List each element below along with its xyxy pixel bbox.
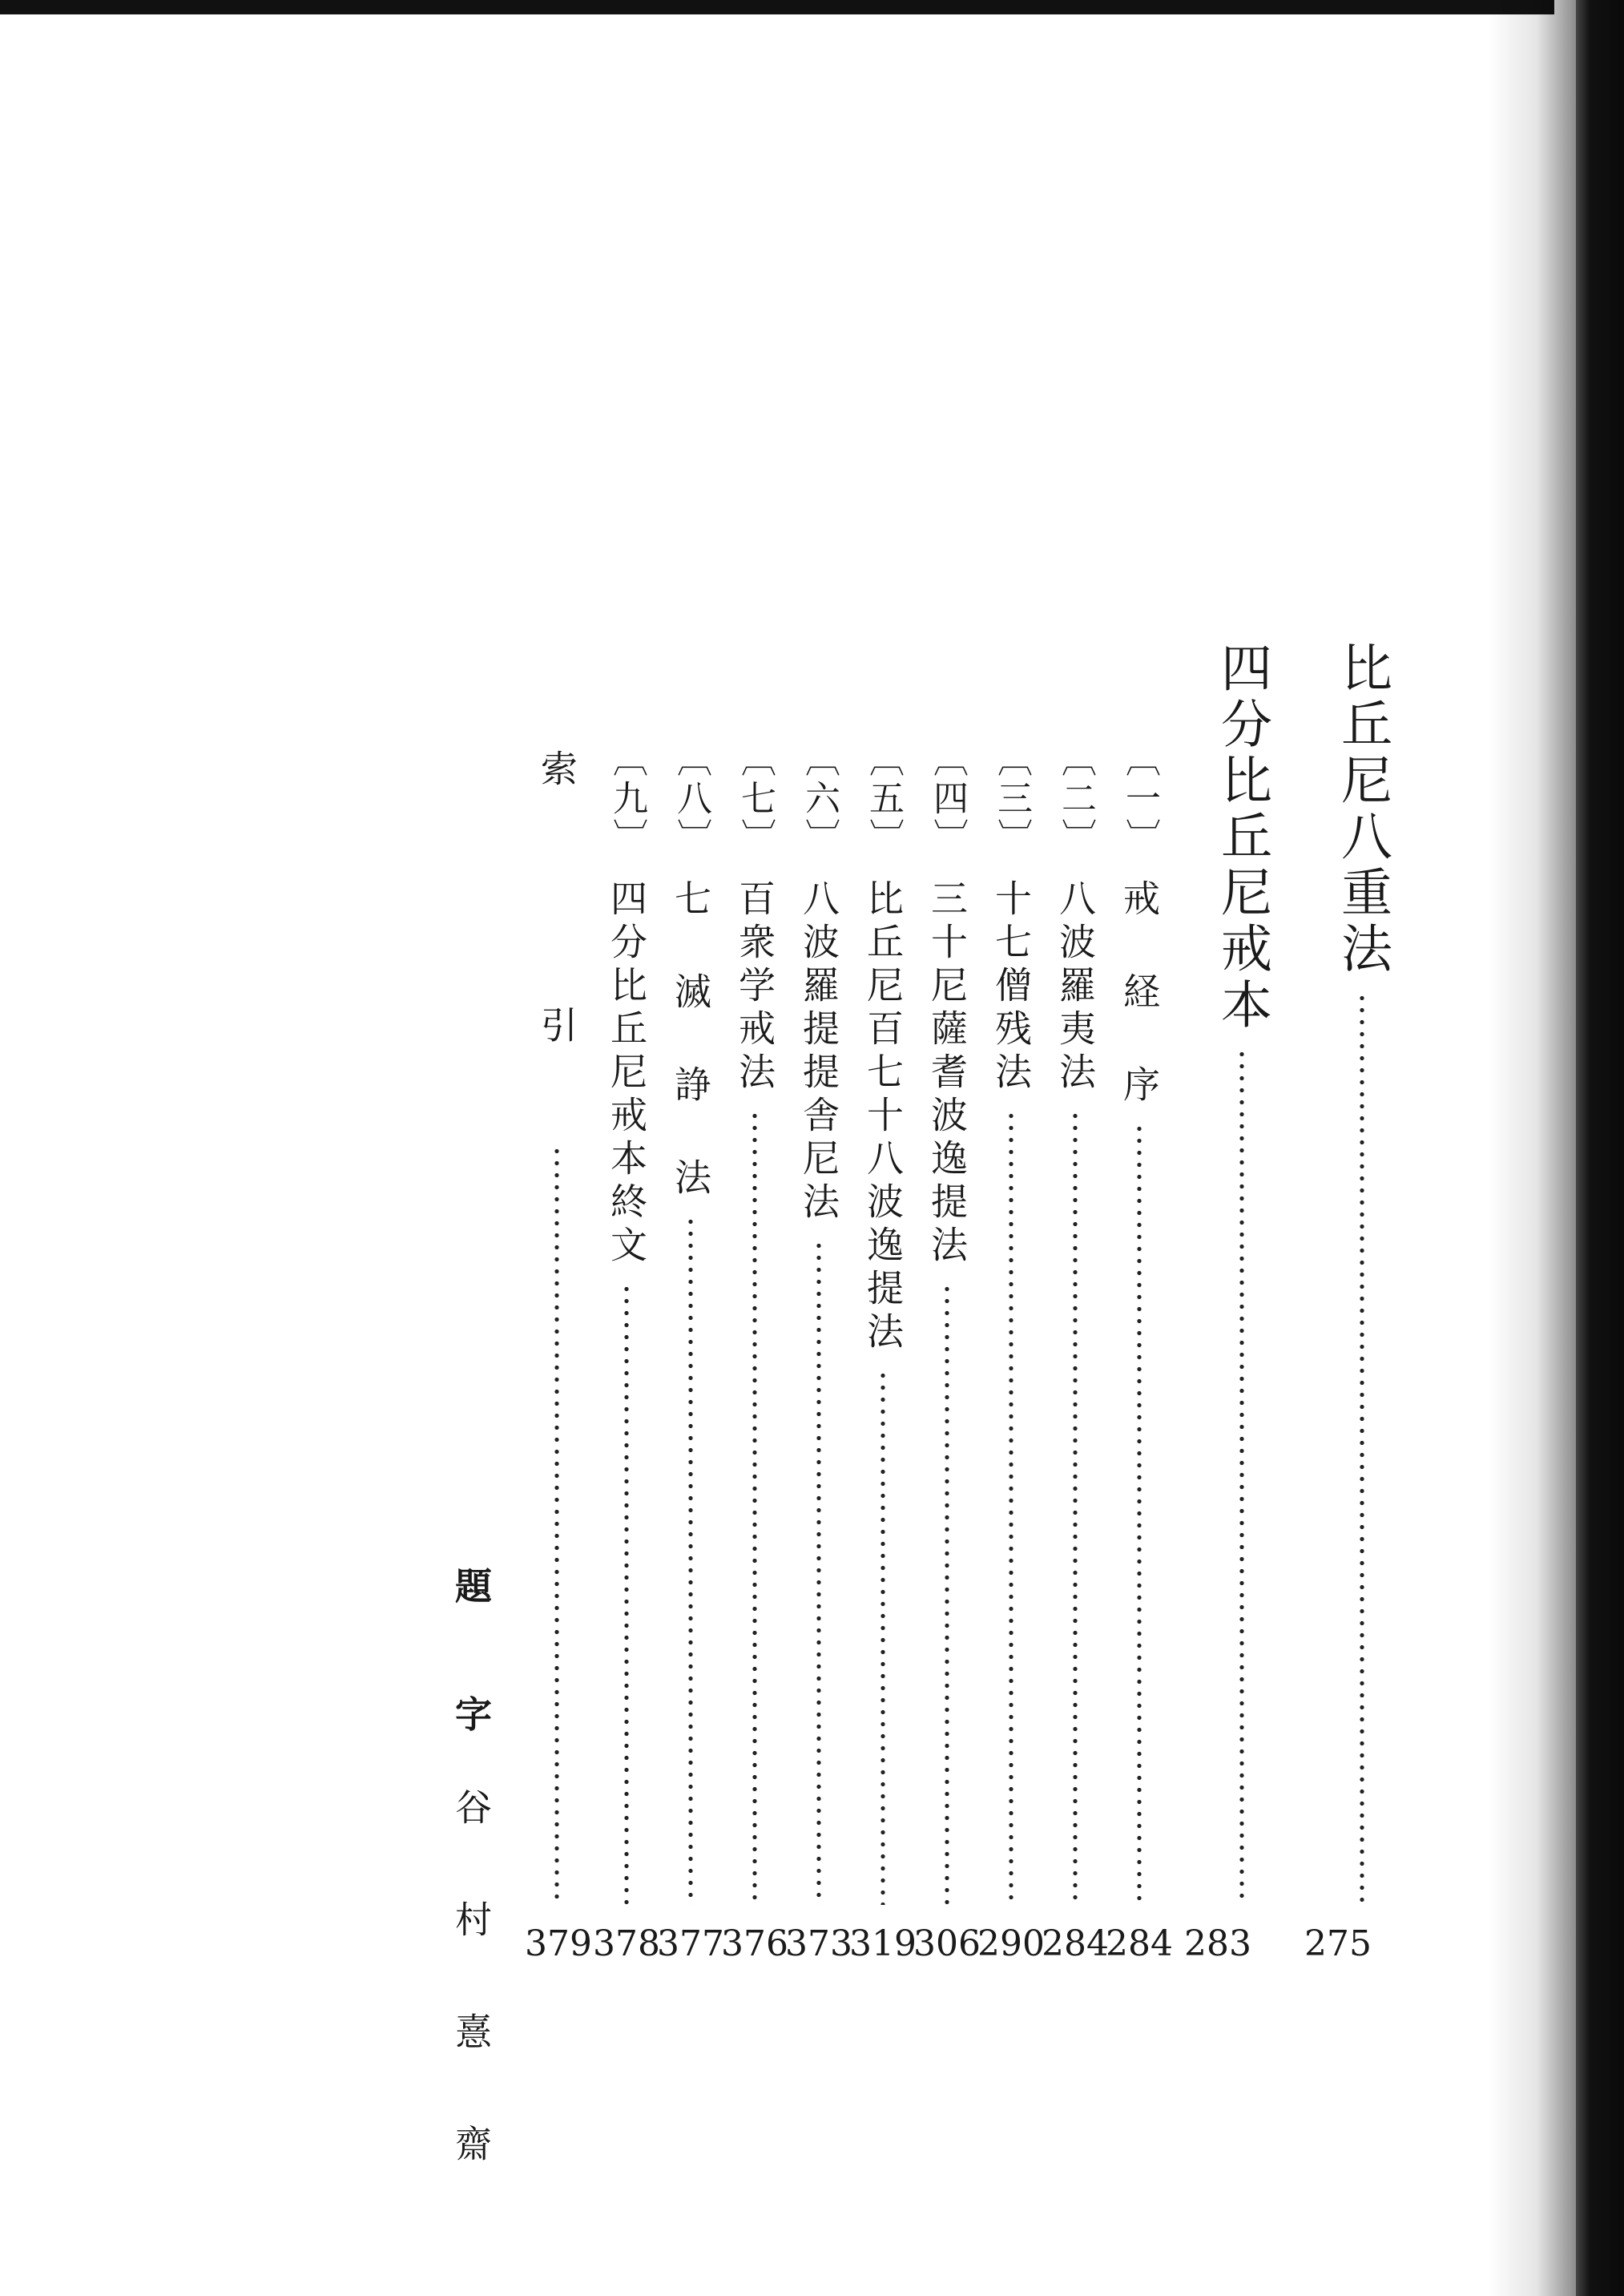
toc-entry-6 [795,741,843,1919]
page-number: 306 [913,1923,981,1964]
toc-entry-9 [602,741,651,1919]
dot-leader [554,1145,560,1905]
toc-section-1 [1326,641,1398,1919]
dot-leader [944,1283,950,1905]
page-number: 284 [1106,1923,1173,1964]
page-top-edge-shadow [0,0,1554,14]
dot-leader [752,1110,758,1905]
dot-leader [1359,992,1365,1905]
toc-section-2 [1206,641,1278,1919]
page-number: 378 [593,1923,660,1964]
entry-number: 〔七〕 [735,741,776,857]
entry-title: 比丘尼百七十八波逸提法 [861,879,905,1355]
entry-number: 〔八〕 [671,741,711,857]
dot-leader [687,1216,694,1905]
toc-entry-2 [1051,741,1099,1919]
page-number: 379 [525,1923,592,1964]
entry-number: 〔四〕 [927,741,968,857]
entry-number: 〔一〕 [1119,741,1160,857]
toc-entry-8 [667,741,715,1919]
entry-number: 〔二〕 [1055,741,1096,857]
dot-leader [623,1283,630,1905]
dot-leader [1008,1110,1014,1905]
page-number: 275 [1304,1923,1372,1964]
toc-entry-7 [731,741,779,1919]
page-number: 377 [657,1923,724,1964]
entry-number: 〔六〕 [799,741,840,857]
entry-title: 四分比丘尼戒本終文 [605,879,648,1269]
page-number: 319 [849,1923,917,1964]
entry-title: 七 滅 諍 法 [669,879,712,1201]
toc-entry-1 [1115,741,1163,1919]
page-number: 284 [1042,1923,1109,1964]
section-title: 四分比丘尼戒本 [1212,641,1271,1034]
toc-entry-4 [923,741,971,1919]
entry-title: 百衆学戒法 [733,879,776,1096]
page-gutter-shadow [1488,0,1576,2296]
entry-title: 三十尼薩耆波逸提法 [925,879,969,1269]
entry-title: 八波羅夷法 [1054,879,1097,1096]
entry-number: 〔五〕 [863,741,904,857]
entry-title: 戒 経 序 [1118,879,1161,1108]
dot-leader [1072,1110,1078,1905]
toc-entry-5 [859,741,907,1919]
dot-leader [1136,1123,1142,1905]
index-title: 索 引 [535,749,578,1131]
entry-title: 十七僧残法 [989,879,1033,1096]
dot-leader [1239,1048,1245,1905]
page-number: 373 [785,1923,852,1964]
entry-title: 八波羅提提舎尼法 [797,879,840,1225]
entry-number: 〔三〕 [991,741,1032,857]
page-number: 290 [977,1923,1045,1964]
credit-name: 谷 村 憙 齋 [449,1788,493,2177]
toc-entry-3 [987,741,1035,1919]
dot-leader [816,1240,822,1905]
section-title: 比丘尼八重法 [1332,641,1392,978]
entry-number: 〔九〕 [606,741,647,857]
toc-index [533,749,581,1919]
page-number: 376 [721,1923,788,1964]
page-number: 283 [1184,1923,1251,1964]
credit-label: 題 字 [449,1567,493,1756]
dot-leader [880,1370,886,1905]
page-right-edge-shadow [1576,0,1624,2296]
calligraphy-credit [445,1567,498,2177]
